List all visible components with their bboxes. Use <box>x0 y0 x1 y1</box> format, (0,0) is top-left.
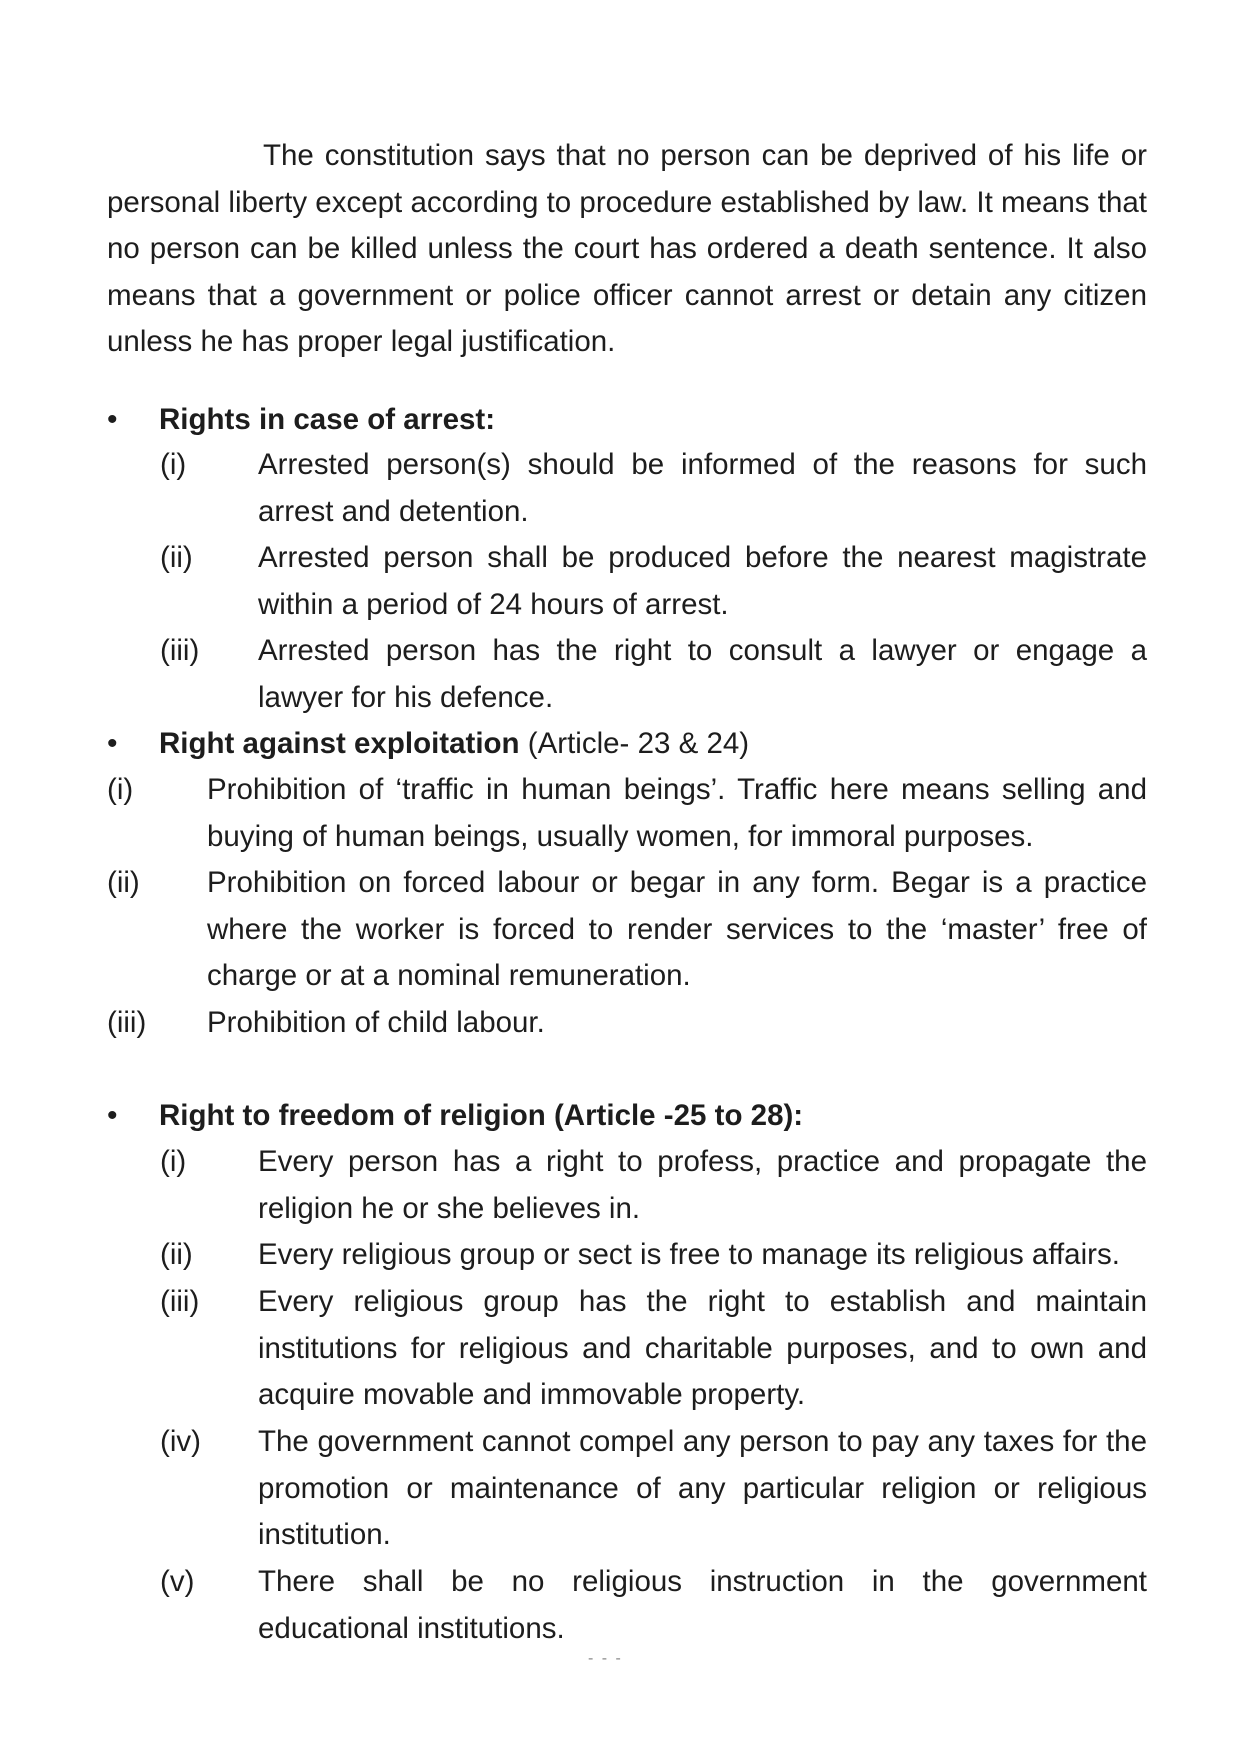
item-number: (iv) <box>160 1425 201 1458</box>
item-text: Prohibition on forced labour or begar in any form. Begar is a practice where the worker is forced to render services to the ‘master’ free of charge or at a nominal remuneration. <box>207 866 1147 992</box>
item-number: (v) <box>160 1565 195 1598</box>
item-number: (iii) <box>160 1285 200 1318</box>
section-heading: Rights in case of arrest: <box>159 403 496 436</box>
list-item <box>160 1279 1147 1419</box>
list-item <box>160 1559 1147 1652</box>
item-text: Arrested person(s) should be informed of the reasons for such arrest and detention. <box>258 448 1147 528</box>
list-item <box>160 442 1147 535</box>
list-item <box>107 1000 1147 1047</box>
item-number: (ii) <box>107 866 140 899</box>
item-text: Every person has a right to profess, practice and propagate the religion he or she believes in. <box>258 1145 1147 1225</box>
bullet-icon: • <box>107 403 118 436</box>
list-item <box>160 1139 1147 1232</box>
item-number: (i) <box>160 1145 187 1178</box>
item-number: (iii) <box>160 634 200 667</box>
intro-paragraph: The constitution says that no person can be deprived of his life or personal liberty except according to procedure established by law. It means that no person can be killed unless the court has ordered a death sentence. It also means that a government or police officer cannot arrest or detain any citizen unless he has proper legal justification. <box>107 139 1147 358</box>
item-text: Every religious group has the right to establish and maintain institutions for religious and charitable purposes, and to own and acquire movable and immovable property. <box>258 1285 1147 1411</box>
page-footer-mark: - - - <box>588 1650 623 1667</box>
item-text: Prohibition of child labour. <box>207 1006 545 1039</box>
list-item <box>160 535 1147 628</box>
list-item <box>107 767 1147 860</box>
item-text: Arrested person has the right to consult a lawyer or engage a lawyer for his defence. <box>258 634 1147 714</box>
list-item <box>160 1232 1147 1279</box>
section-heading-article: (Article- 23 & 24) <box>519 727 750 760</box>
item-number: (ii) <box>160 541 193 574</box>
bullet-icon: • <box>107 727 118 760</box>
list-item <box>160 1419 1147 1559</box>
bullet-icon: • <box>107 1099 118 1132</box>
item-text: There shall be no religious instruction in the government educational institutions. <box>258 1565 1147 1645</box>
section-heading: Right to freedom of religion (Article -25 to 28): <box>159 1099 804 1132</box>
item-text: Every religious group or sect is free to manage its religious affairs. <box>258 1238 1120 1271</box>
item-number: (ii) <box>160 1238 193 1271</box>
list-item <box>160 628 1147 721</box>
item-number: (i) <box>107 773 134 806</box>
list-item <box>107 860 1147 1000</box>
item-text: Prohibition of ‘traffic in human beings’. Traffic here means selling and buying of human beings, usually women, for immoral purposes. <box>207 773 1147 853</box>
item-text: Arrested person shall be produced before the nearest magistrate within a period of 24 hours of arrest. <box>258 541 1147 621</box>
section-heading-group <box>159 721 749 767</box>
item-number: (iii) <box>107 1006 147 1039</box>
section-heading: Right against exploitation <box>159 727 520 760</box>
item-number: (i) <box>160 448 187 481</box>
item-text: The government cannot compel any person to pay any taxes for the promotion or maintenance of any particular religion or religious institution. <box>258 1425 1147 1551</box>
